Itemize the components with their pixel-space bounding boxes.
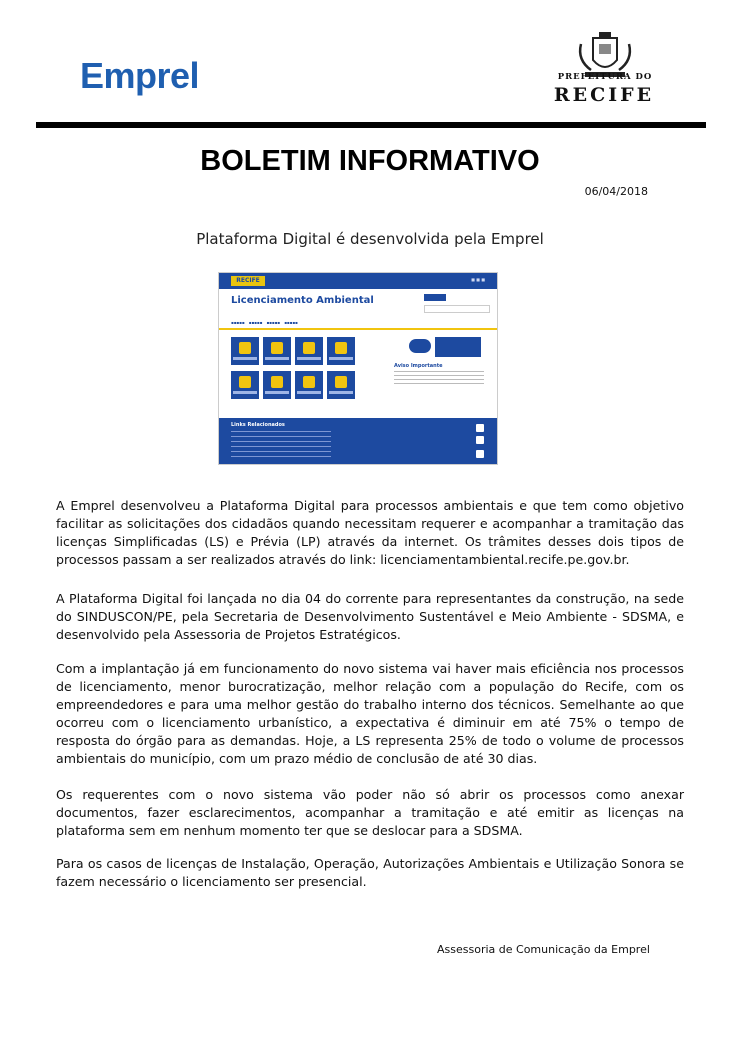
screenshot-tile <box>295 337 323 365</box>
screenshot-heading: Licenciamento Ambiental <box>231 295 374 306</box>
screenshot-secretaria-badge <box>435 337 481 357</box>
paragraph-2: A Plataforma Digital foi lançada no dia 04 do corrente para representantes da construção, na sede do SINDUSCON/PE, pela Secretaria de Desenvolvimento Sustentável e Meio Ambiente - SDSMA, e desenvolvido pela Assessoria de Projetos Estratégicos. <box>56 591 684 642</box>
screenshot-search <box>424 305 490 313</box>
screenshot-social-icons <box>424 294 446 301</box>
paragraph-4: Os requerentes com o novo sistema vão poder não só abrir os processos como anexar documentos, fazer esclarecimentos, acompanhar a tramitação e até emitir as licenças na plataforma sem em nenhum momento ter que se deslocar para a SDSMA. <box>56 787 684 838</box>
screenshot-footer <box>219 418 498 465</box>
paragraph-1: A Emprel desenvolveu a Plataforma Digital para processos ambientais e que tem como objetivo facilitar as solicitações dos cidadãos quando necessitam requerer e acompanhar a tramitação das licenças Simplificadas (LS) e Prévia (LP) através da internet. Os trâmites desses dois tipos de processos passam a ser realizados através do link: licenciamentambiental.recife.pe.gov.br. <box>56 498 684 567</box>
facebook-icon <box>476 424 484 432</box>
screenshot-tile <box>263 371 291 399</box>
youtube-icon <box>476 436 484 444</box>
flickr-icon <box>476 450 484 458</box>
screenshot-toplinks: ■ ■ ■ <box>471 277 485 282</box>
header-divider <box>36 122 706 128</box>
screenshot-tile <box>327 371 355 399</box>
emprel-logo: Emprel <box>80 55 200 96</box>
signature: Assessoria de Comunicação da Emprel <box>437 943 650 956</box>
screenshot-nav: ▪▪▪▪▪ ▪▪▪▪▪ ▪▪▪▪▪ ▪▪▪▪▪ <box>231 320 298 325</box>
screenshot-links-list <box>231 431 331 461</box>
screenshot-tile <box>263 337 291 365</box>
screenshot-tile <box>295 371 323 399</box>
paragraph-3: Com a implantação já em funcionamento do novo sistema vai haver mais eficiência nos processos de licenciamento, menor burocratização, melhor relação com a população do Recife, com os empreendedores e para uma melhor gestão do trabalho interno dos técnicos. Semelhante ao que ocorreu com o licenciamento urbanístico, a expectativa é diminuir em até 75% o tempo de resposta do órgão para as demandas. Hoje, a LS representa 25% de todo o volume de processos ambientais do município, com um prazo médio de conclusão de até 30 dias. <box>56 661 684 766</box>
screenshot-aviso: Aviso Importante <box>394 363 443 369</box>
screenshot-tile <box>231 371 259 399</box>
screenshot-nav-underline <box>219 328 498 330</box>
screenshot-topbar <box>219 273 497 289</box>
screenshot-links-title: Links Relacionados <box>231 422 285 428</box>
screenshot-logo: RECIFE <box>231 276 265 286</box>
page-title: BOLETIM INFORMATIVO <box>200 145 540 177</box>
cloud-icon <box>409 339 431 353</box>
screenshot-tile <box>231 337 259 365</box>
article-subtitle: Plataforma Digital é desenvolvida pela Emprel <box>196 230 544 248</box>
screenshot-tile <box>327 337 355 365</box>
bulletin-date: 06/04/2018 <box>584 185 648 198</box>
prefeitura-logo-main: RECIFE <box>553 84 655 106</box>
prefeitura-logo-top: PREFEITURA DO <box>557 72 653 82</box>
paragraph-5: Para os casos de licenças de Instalação, Operação, Autorizações Ambientais e Utilização Sonora se fazem necessário o licenciamento ser presencial. <box>56 856 684 889</box>
screenshot-aviso-text <box>394 371 484 385</box>
website-screenshot <box>218 272 498 465</box>
